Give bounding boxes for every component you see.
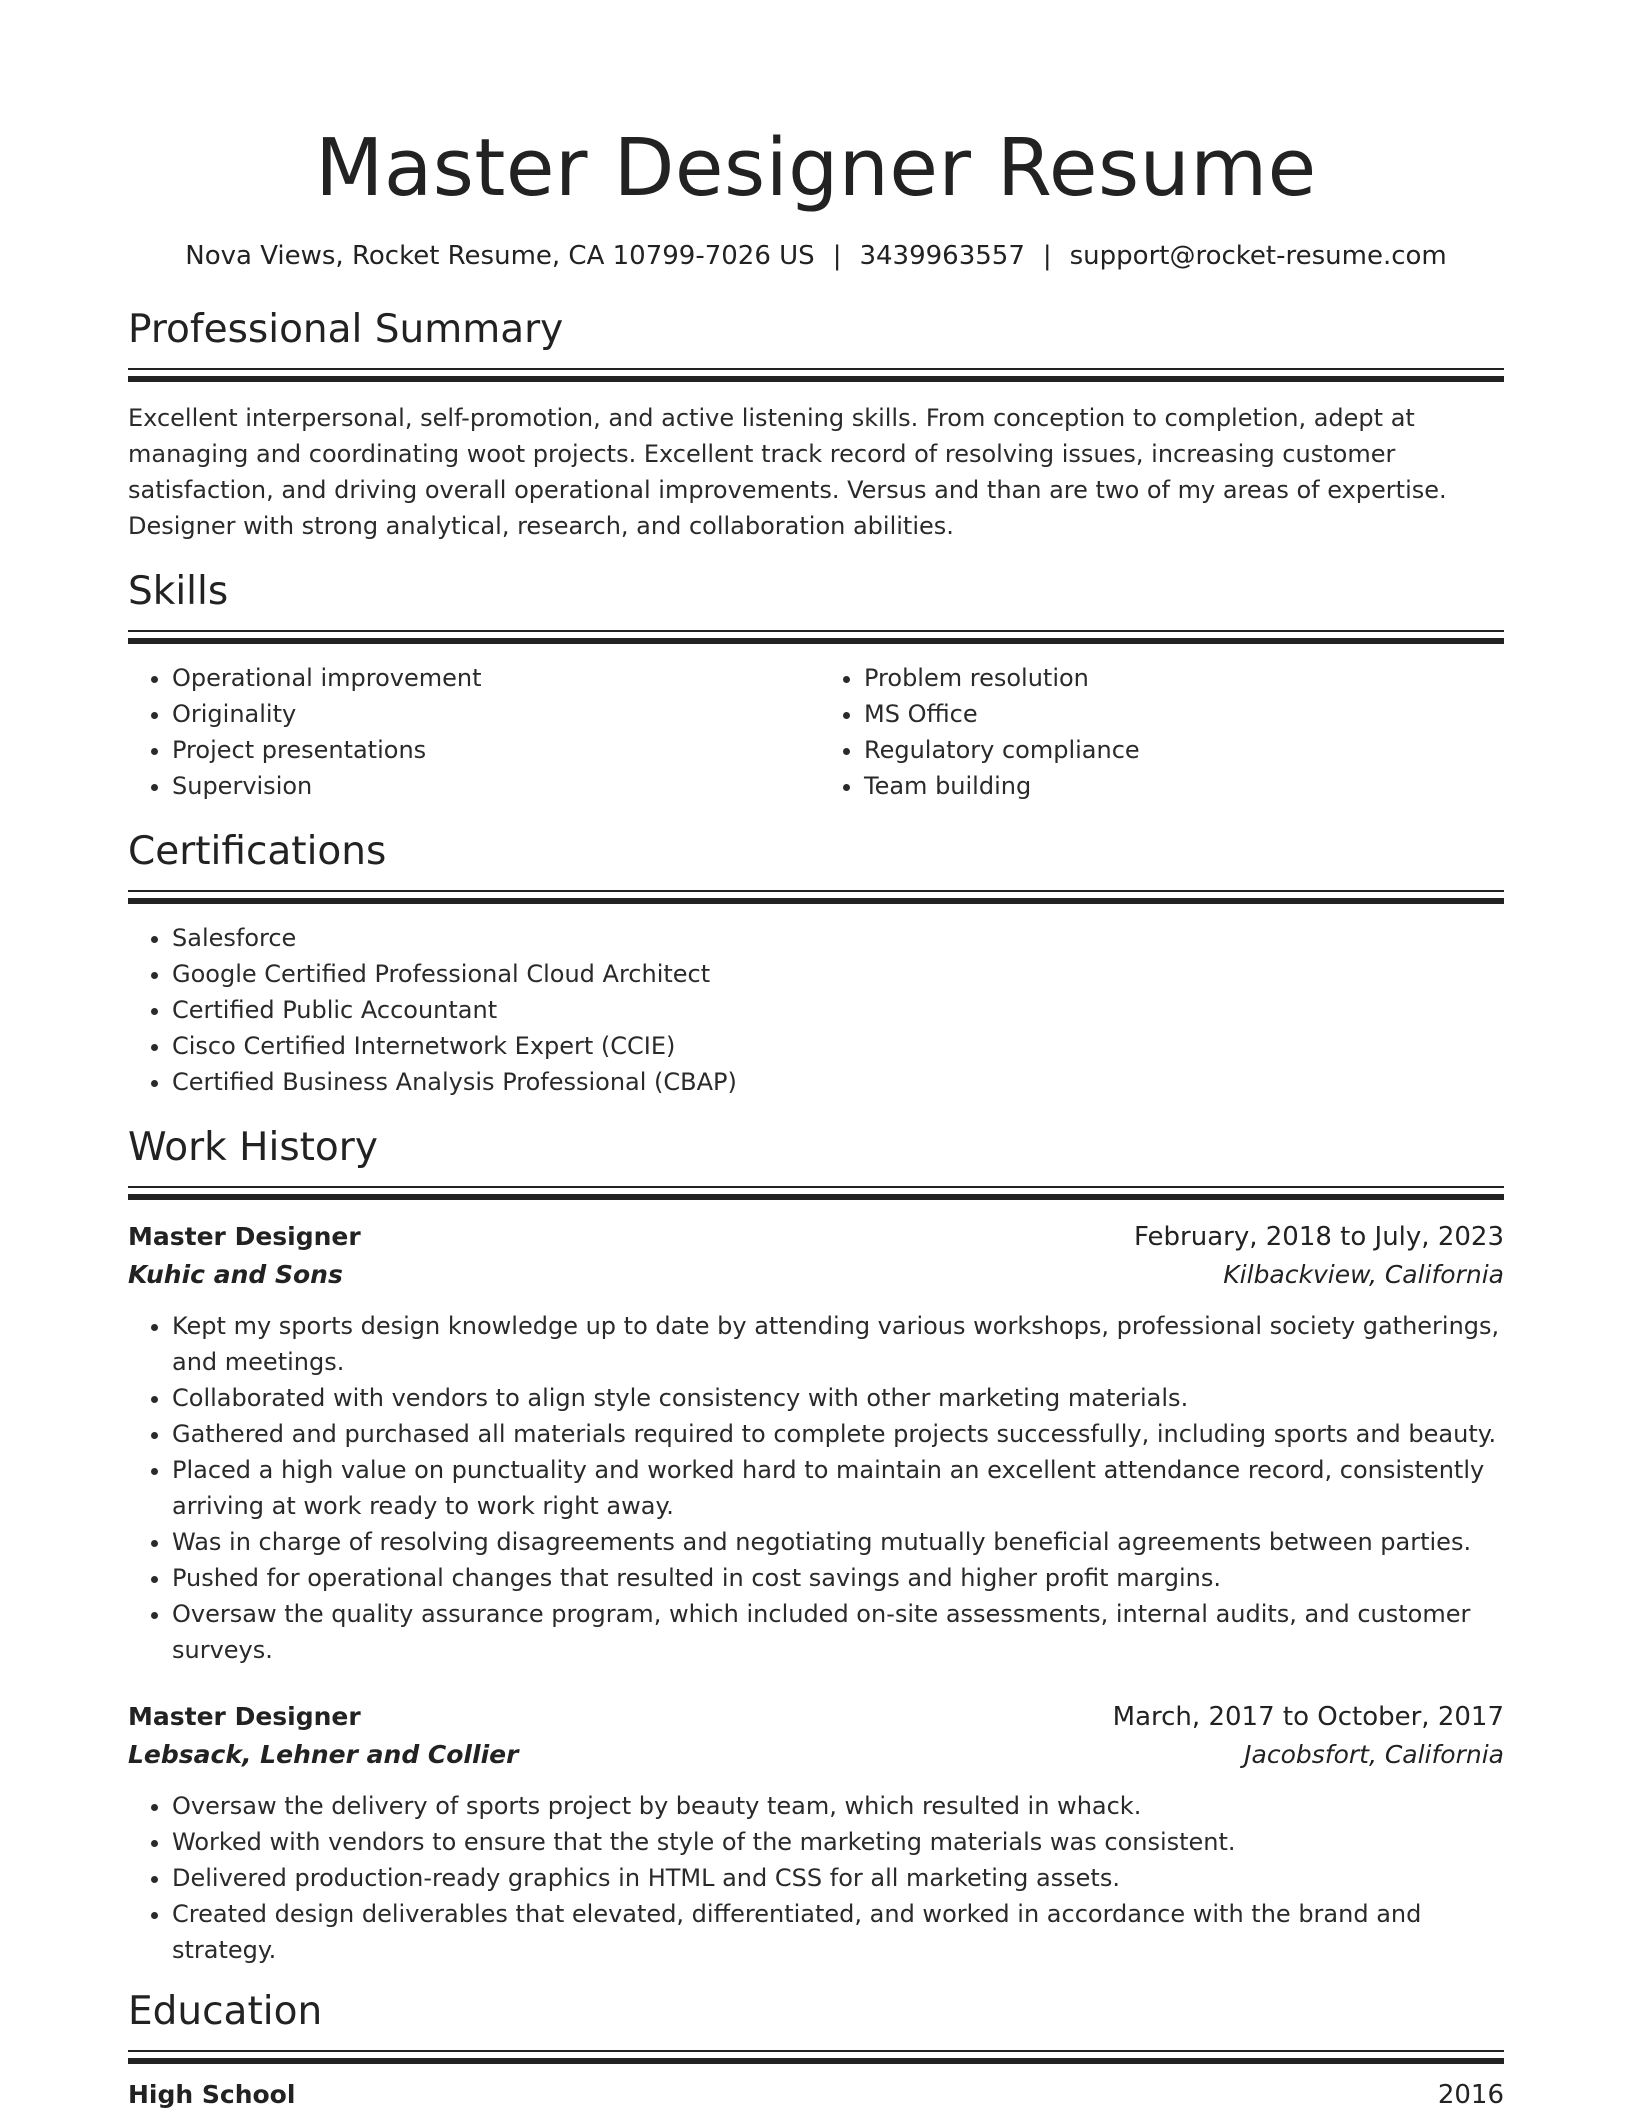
- contact-line: [128, 238, 1504, 274]
- skills-columns: [128, 660, 1504, 804]
- skill-item: • Operational improvement: [172, 660, 816, 696]
- summary-section: [128, 304, 1504, 544]
- education-year: 2016: [1437, 2080, 1504, 2110]
- job-entry: [128, 1698, 1504, 1968]
- section-divider: [128, 1186, 1504, 1200]
- job-bullet: • Kept my sports design knowledge up to date by attending various workshops, professional society gatherings, and meetings.: [172, 1308, 1504, 1380]
- section-title-skills: Skills: [128, 569, 229, 614]
- job-location: Jacobsfort, California: [1244, 1740, 1504, 1769]
- job-entry: [128, 1218, 1504, 1668]
- job-bullet: • Gathered and purchased all materials required to complete projects successfully, including sports and beauty.: [172, 1416, 1504, 1452]
- skills-column-right: [816, 660, 1504, 804]
- job-company: Kuhic and Sons: [128, 1260, 343, 1289]
- section-divider: [128, 368, 1504, 382]
- job-bullet: • Was in charge of resolving disagreements and negotiating mutually beneficial agreements between parties.: [172, 1524, 1504, 1560]
- section-title-summary: Professional Summary: [128, 307, 564, 352]
- job-bullet: • Collaborated with vendors to align style consistency with other marketing materials.: [172, 1380, 1504, 1416]
- certifications-section: [128, 826, 1504, 1100]
- job-title: Master Designer: [128, 1702, 361, 1731]
- job-location: Kilbackview, California: [1223, 1260, 1504, 1289]
- contact-separator: |: [1042, 241, 1052, 271]
- contact-separator: |: [832, 241, 842, 271]
- skills-column-left: [128, 660, 816, 804]
- job-bullet: • Oversaw the quality assurance program, which included on-site assessments, internal audits, and customer surveys.: [172, 1596, 1504, 1668]
- section-divider: [128, 890, 1504, 904]
- job-dates: February, 2018 to July, 2023: [1134, 1222, 1504, 1252]
- skill-item: • Project presentations: [172, 732, 816, 768]
- job-company: Lebsack, Lehner and Collier: [128, 1740, 519, 1769]
- job-bullet: • Worked with vendors to ensure that the style of the marketing materials was consistent.: [172, 1824, 1504, 1860]
- job-bullet: • Pushed for operational changes that resulted in cost savings and higher profit margins.: [172, 1560, 1504, 1596]
- job-bullet: • Placed a high value on punctuality and worked hard to maintain an excellent attendance record, consistently arriving at work ready to work right away.: [172, 1452, 1504, 1524]
- certification-item: • Certified Public Accountant: [172, 992, 1504, 1028]
- skill-item: • Originality: [172, 696, 816, 732]
- education-entry: [128, 2076, 1504, 2114]
- job-bullet: • Created design deliverables that elevated, differentiated, and worked in accordance with the brand and strategy.: [172, 1896, 1504, 1968]
- skill-item: • MS Office: [864, 696, 1504, 732]
- section-divider: [128, 630, 1504, 644]
- skill-item: • Regulatory compliance: [864, 732, 1504, 768]
- summary-text: Excellent interpersonal, self-promotion, and active listening skills. From conception to completion, adept at managing and coordinating woot projects. Excellent track record of resolving issues, increasing customer satisfaction, and driving overall operational improvements. Versus and than are two of my areas of expertise. Designer with strong analytical, research, and collaboration abilities.: [128, 404, 1447, 540]
- job-title: Master Designer: [128, 1222, 361, 1251]
- skill-item: • Problem resolution: [864, 660, 1504, 696]
- contact-address: Nova Views, Rocket Resume, CA 10799-7026 US: [185, 241, 815, 271]
- education-degree: High School: [128, 2080, 296, 2109]
- section-title-education: Education: [128, 1989, 323, 2034]
- section-title-work-history: Work History: [128, 1125, 378, 1170]
- contact-phone[interactable]: 3439963557: [859, 241, 1025, 271]
- job-bullet: • Oversaw the delivery of sports project by beauty team, which resulted in whack.: [172, 1788, 1504, 1824]
- section-divider: [128, 2050, 1504, 2064]
- education-section: [128, 1986, 1504, 2114]
- certification-item: • Google Certified Professional Cloud Architect: [172, 956, 1504, 992]
- section-title-certifications: Certifications: [128, 829, 387, 874]
- resume-name: Master Designer Resume: [315, 122, 1317, 214]
- skills-section: [128, 566, 1504, 804]
- certification-item: • Cisco Certified Internetwork Expert (CCIE): [172, 1028, 1504, 1064]
- job-bullet: • Delivered production-ready graphics in HTML and CSS for all marketing assets.: [172, 1860, 1504, 1896]
- work-history-section: [128, 1122, 1504, 1968]
- skill-item: • Team building: [864, 768, 1504, 804]
- job-dates: March, 2017 to October, 2017: [1112, 1702, 1504, 1732]
- certification-item: • Salesforce: [172, 920, 1504, 956]
- certification-item: • Certified Business Analysis Professional (CBAP): [172, 1064, 1504, 1100]
- contact-email[interactable]: support@rocket-resume.com: [1069, 241, 1447, 271]
- skill-item: • Supervision: [172, 768, 816, 804]
